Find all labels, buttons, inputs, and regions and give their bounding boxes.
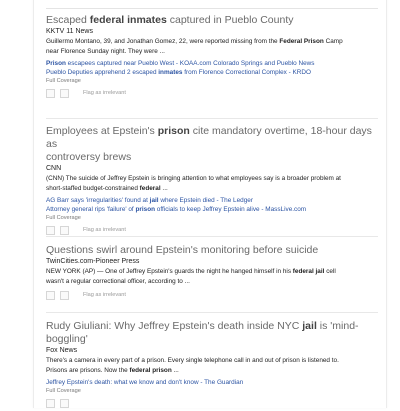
related-link[interactable]: Jeffrey Epstein's death: what we know and don't know - The Guardian: [46, 379, 244, 386]
news-story: [46, 320, 378, 411]
feedback-checkbox[interactable]: [60, 89, 69, 98]
story-title-link[interactable]: Escaped federal inmates captured in Pueblo County: [46, 14, 294, 26]
story-divider: [46, 236, 378, 237]
feedback-checkbox[interactable]: [46, 399, 55, 408]
story-title-link[interactable]: Rudy Giuliani: Why Jeffrey Epstein's death inside NYC jail is 'mind-boggling': [46, 320, 359, 345]
related-link[interactable]: Attorney general rips 'failure' of prison officials to keep Jeffrey Epstein alive - MassLive.com: [46, 206, 307, 213]
flag-irrelevant-link[interactable]: Flag as irrelevant: [83, 90, 126, 96]
story-title-link[interactable]: Questions swirl around Epstein's monitoring before suicide: [46, 244, 319, 256]
full-coverage-link[interactable]: Full Coverage: [46, 215, 81, 221]
story-snippet: There's a camera in every part of a prison. Every single telephone call in and out of prison is listened to. Prisons are prisons. Now the federal prison ...: [46, 357, 339, 374]
related-link[interactable]: Pueblo Deputies apprehend 2 escaped inmates from Florence Correctional Complex - KRDO: [46, 69, 311, 76]
full-coverage-link[interactable]: Full Coverage: [46, 388, 81, 394]
news-story: [46, 244, 378, 303]
story-source: TwinCities.com-Pioneer Press: [46, 258, 140, 265]
feedback-checkbox[interactable]: [46, 89, 55, 98]
full-coverage-link[interactable]: Full Coverage: [46, 78, 81, 84]
story-title-link[interactable]: Employees at Epstein's prison cite mandatory overtime, 18-hour days as controversy brews: [46, 125, 372, 163]
feedback-checkbox[interactable]: [60, 291, 69, 300]
related-link[interactable]: AG Barr says 'irregularities' found at jail where Epstein died - The Ledger: [46, 197, 253, 204]
flag-irrelevant-link[interactable]: Flag as irrelevant: [83, 292, 126, 298]
story-snippet: Guillermo Montano, 39, and Jonathan Gomez, 22, were reported missing from the Federal Prison Camp near Florence Sunday night. They were ...: [46, 38, 343, 55]
story-snippet: (CNN) The suicide of Jeffrey Epstein is bringing attention to what employees say is a broader problem at short-staffed budget-constrained federal ...: [46, 175, 341, 192]
story-source: CNN: [46, 165, 62, 172]
story-snippet: NEW YORK (AP) — One of Jeffrey Epstein's guards the night he hanged himself in his federal jail cell wasn't a regular correctional officer, according to ...: [46, 268, 336, 285]
top-divider: [46, 8, 378, 9]
feedback-checkbox[interactable]: [46, 226, 55, 235]
flag-irrelevant-link[interactable]: Flag as irrelevant: [83, 227, 126, 233]
feedback-checkbox[interactable]: [46, 291, 55, 300]
story-source: KKTV 11 News: [46, 28, 93, 35]
news-story: [46, 14, 378, 101]
story-divider: [46, 118, 378, 119]
related-link[interactable]: Prison escapees captured near Pueblo West - KOAA.com Colorado Springs and Pueblo News: [46, 60, 315, 67]
story-source: Fox News: [46, 347, 78, 354]
feedback-checkbox[interactable]: [60, 226, 69, 235]
story-divider: [46, 312, 378, 313]
feedback-checkbox[interactable]: [60, 399, 69, 408]
news-story: [46, 125, 378, 238]
